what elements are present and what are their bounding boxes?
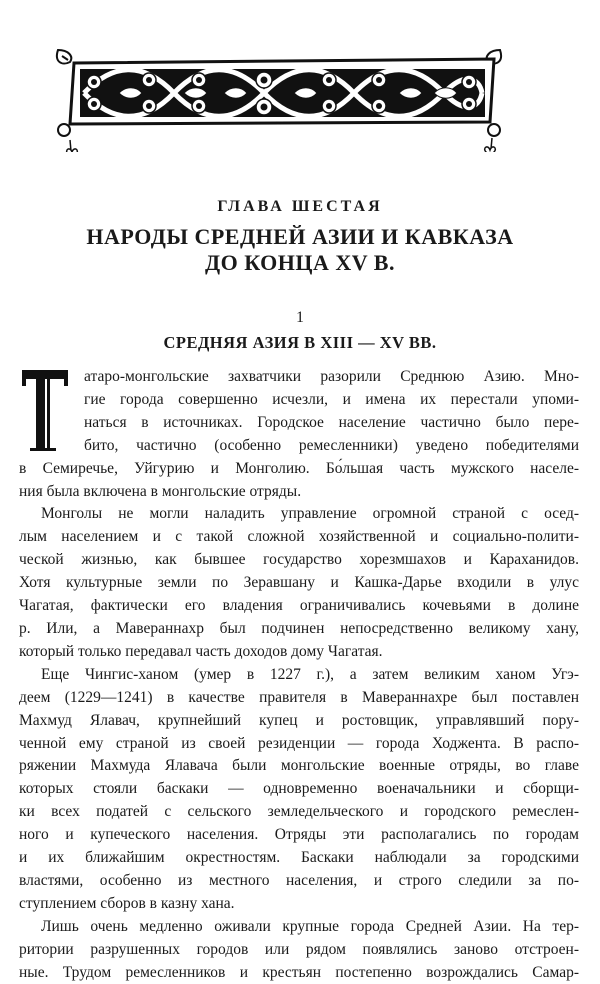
text-line: ния была включена в монгольские отряды. xyxy=(19,482,302,500)
text-line: который только передавал часть доходов дому Чагатая. xyxy=(19,642,383,660)
text-line: атаро-монгольские захватчики разорили Среднюю Азию. Мно- xyxy=(84,368,579,385)
paragraph-1 xyxy=(19,366,579,503)
body-text xyxy=(19,366,579,984)
text-line: бито, частично (особенно ремесленники) уведено победителями xyxy=(84,436,579,454)
text-line: в Семиречье, Уйгурию и Монголию. Бо́льшая часть мужского населе- xyxy=(19,459,579,477)
text-line: ческой жизнью, как бывшее государство хорезмшахов и Караханидов. xyxy=(19,551,579,569)
text-line: ные. Трудом ремесленников и крестьян постепенно возрождались Самар- xyxy=(19,963,579,981)
chapter-title xyxy=(0,224,600,276)
text-line: лым населением и с такой сложной хозяйственной и социально-полити- xyxy=(19,528,579,546)
chapter-label: ГЛАВА ШЕСТАЯ xyxy=(217,198,383,215)
text-line: Монголы не могли наладить управление огромной страной с осед- xyxy=(41,505,579,523)
section-number: 1 xyxy=(296,309,304,326)
drop-cap-letter-t xyxy=(22,370,68,452)
paragraph-4 xyxy=(19,916,579,984)
text-line: ритории разрушенных городов или рядом появлялись заново отстроен- xyxy=(19,940,579,958)
chapter-title-line-1: НАРОДЫ СРЕДНЕЙ АЗИИ И КАВКАЗА xyxy=(86,224,514,249)
text-line: наться в источниках. Городское население частично было пере- xyxy=(84,413,579,431)
text-line: ступлением сборов в казну хана. xyxy=(19,894,235,912)
text-line: властями, особенно из местного населения, и строго следили за по- xyxy=(19,871,579,889)
text-line: Хотя культурные земли по Зеравшану и Кашка-Дарье входили в улус xyxy=(19,574,579,592)
text-line: Махмуд Ялавач, крупнейший купец и ростовщик, управлявший пору- xyxy=(19,711,579,729)
text-line: деем (1229—1241) в качестве правителя в Мавераннахре был поставлен xyxy=(19,688,579,706)
text-line: которых стояли баскаки — одновременно военачальники и сборщи- xyxy=(19,780,579,798)
text-line: р. Или, а Мавераннахр был подчинен непосредственно великому хану, xyxy=(19,619,579,637)
text-line: Еще Чингис-ханом (умер в 1227 г.), а затем великим ханом Угэ- xyxy=(41,665,579,683)
paragraph-2 xyxy=(19,503,579,663)
text-line: ного и купеческого населения. Отряды эти располагались по городам xyxy=(19,826,579,844)
text-line: ки всех податей с сельского земледельческого и городского ремеслен- xyxy=(19,803,579,821)
text-line: ченной ему страной из своей резиденции — города Ходжента. В распо- xyxy=(19,734,579,752)
decorative-headpiece-ornament xyxy=(24,22,504,152)
text-line: и их ближайшим окрестностям. Баскаки наблюдали за городскими xyxy=(19,849,579,867)
text-line: ряжении Махмуда Ялавача были монгольские военные отряды, во главе xyxy=(19,757,579,775)
paragraph-3 xyxy=(19,664,579,916)
chapter-title-line-2: ДО КОНЦА XV В. xyxy=(205,250,395,275)
text-line: Лишь очень медленно оживали крупные города Средней Азии. На тер- xyxy=(41,917,579,935)
text-line: гие города совершенно исчезли, и имена их перестали упоми- xyxy=(84,390,579,408)
text-line: Чагатая, фактически его владения ограничивались кочевьями в долине xyxy=(19,597,579,615)
section-title: СРЕДНЯЯ АЗИЯ В XIII — XV ВВ. xyxy=(163,333,437,352)
